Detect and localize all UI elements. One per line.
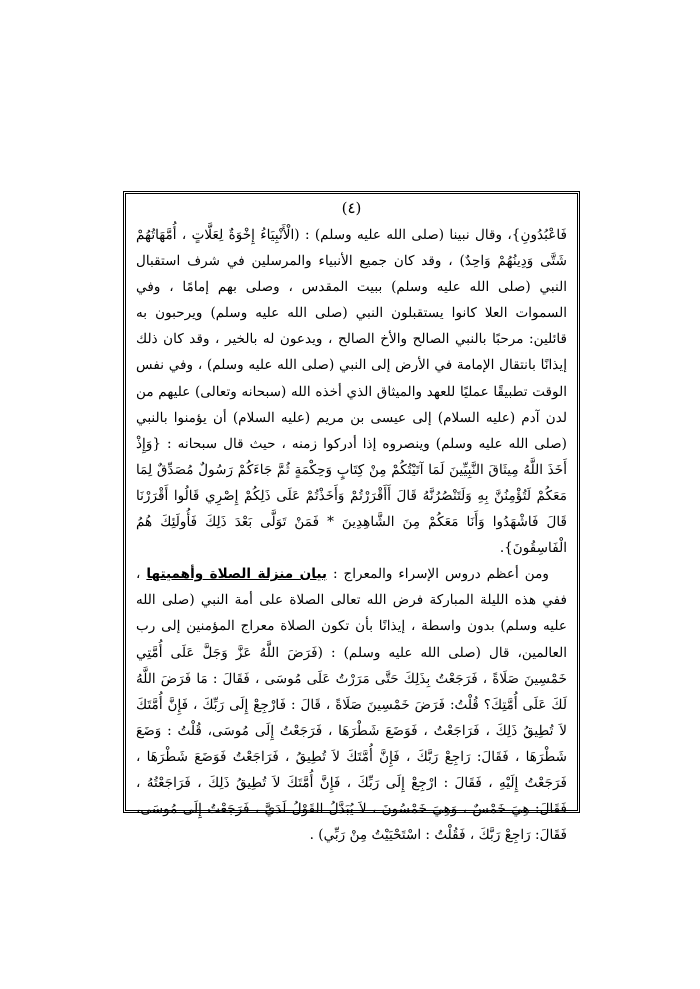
paragraph-intro-text: ومن أعظم دروس الإسراء والمعراج :	[326, 566, 549, 583]
page-number: (٤)	[341, 199, 362, 217]
paragraph-body-text: ، ففي هذه الليلة المباركة فرض الله تعالى الصلاة على أمة النبي (صلى الله عليه وسلم) بدون واسطة ، إيذانًا بأن تكون الصلاة معراج المؤمنين إلى رب العالمين، قال (صلى الله عليه وسلم) : (فَرَضَ اللَّهُ عَزَّ وَجَلَّ عَلَى أُمَّتِي خَمْسِينَ صَلَاةً ، فَرَجَعْتُ بِذَلِكَ حَتَّى مَرَرْتُ عَلَى مُوسَى ، فَقَالَ : مَا فَرَضَ اللَّهُ لَكَ عَلَى أُمَّتِكَ؟ قُلْتُ: فَرَضَ خَمْسِينَ صَلَاةً ، قَالَ : فَارْجِعْ إِلَى رَبِّكَ ، فَإِنَّ أُمَّتَكَ لاَ تُطِيقُ ذَلِكَ ، فَرَاجَعْتُ ، فَوَضَعَ شَطْرَهَا ، فَرَجَعْتُ إِلَى مُوسَى، قُلْتُ : وَضَعَ شَطْرَهَا ، فَقَالَ: رَاجِعْ رَبَّكَ ، فَإِنَّ أُمَّتَكَ لاَ تُطِيقُ ، فَرَاجَعْتُ فَوَضَعَ شَطْرَهَا ، فَرَجَعْتُ إِلَيْهِ ، فَقَالَ : ارْجِعْ إِلَى رَبِّكَ ، فَإِنَّ أُمَّتَكَ لاَ تُطِيقُ ذَلِكَ ، فَرَاجَعْتُهُ ، فَقَالَ: هِيَ خَمْسٌ ، وَهِيَ خَمْسُونَ ، لاَ يُبَدَّلُ القَوْلُ لَدَيَّ ، فَرَجَعْتُ إِلَى مُوسَى، فَقَالَ: رَاجِعْ رَبَّكَ ، فَقُلْتُ : اسْتَحْيَيْتُ مِنْ رَبِّي) .	[136, 566, 567, 844]
document-body	[136, 222, 567, 848]
paragraph-prophets-covenant: فَاعْبُدُونِ}، وقال نبينا (صلى الله عليه وسلم) : (الْأَنْبِيَاءُ إِخْوَةٌ لِعَلَّاتٍ ، أُمَّهَاتُهُمْ شَتَّى وَدِينُهُمْ وَاحِدٌ) ، وقد كان جميع الأنبياء والمرسلين في شرف استقبال النبي (صلى الله عليه وسلم) ببيت المقدس ، وصلى بهم إمامًا ، وفي السموات العلا كانوا يستقبلون النبي (صلى الله عليه وسلم) ويرحبون به قائلين: مرحبًا بالنبي الصالح والأخ الصالح ، ويدعون له بالخير ، وقد كان ذلك إيذانًا بانتقال الإمامة في الأرض إلى النبي (صلى الله عليه وسلم) ، وفي نفس الوقت تطبيقًا عمليًا للعهد والميثاق الذي أخذه الله (سبحانه وتعالى) عليهم من لدن آدم (عليه السلام) إلى عيسى بن مريم (عليه السلام) أن يؤمنوا بالنبي (صلى الله عليه وسلم) وينصروه إذا أدركوا زمنه ، حيث قال سبحانه : {وَإِذْ أَخَذَ اللَّهُ مِيثَاقَ النَّبِيِّينَ لَمَا آتَيْتُكُمْ مِنْ كِتَابٍ وَحِكْمَةٍ ثُمَّ جَاءَكُمْ رَسُولٌ مُصَدِّقٌ لِمَا مَعَكُمْ لَتُؤْمِنُنَّ بِهِ وَلَتَنْصُرُنَّهُ قَالَ أَأَقْرَرْتُمْ وَأَخَذْتُمْ عَلَى ذَلِكُمْ إِصْرِي قَالُوا أَقْرَرْنَا قَالَ فَاشْهَدُوا وَأَنَا مَعَكُمْ مِنَ الشَّاهِدِينَ * فَمَنْ تَوَلَّى بَعْدَ ذَلِكَ فَأُولَئِكَ هُمُ الْفَاسِقُونَ}.	[136, 227, 567, 557]
inline-heading: بيان منزلة الصلاة وأهميتها	[146, 566, 327, 583]
page-frame	[123, 191, 580, 844]
paragraph-prayer-status	[136, 561, 567, 848]
